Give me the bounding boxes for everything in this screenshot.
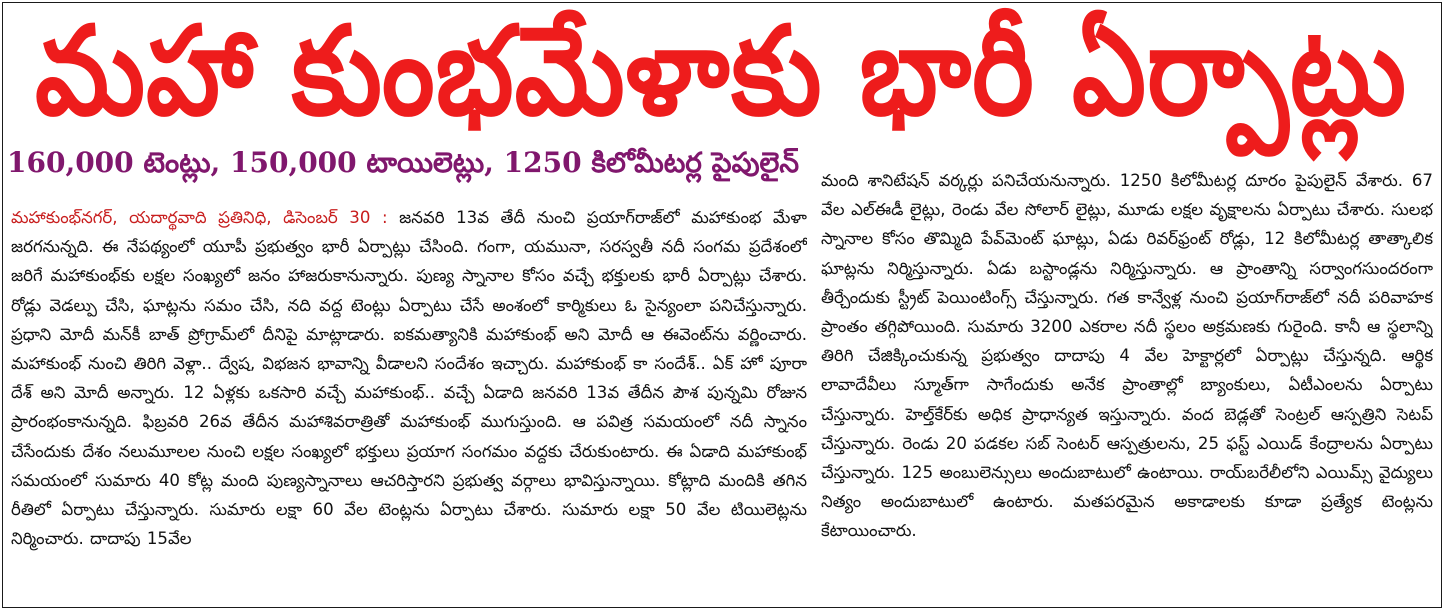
right-column-body: మంది శానిటేషన్ వర్కర్లు పనిచేయనున్నారు. 1250 కిలోమీటర్ల దూరం పైపులైన్ వేశారు. 67 వేల ఎల్‌ఈడీ లైట్లు, రెండు వేల సోలార్ లైట్లు, మూడు లక్షల వృక్షాలను ఏర్పాటు చేశారు. సులభ స్నానాల కోసం తొమ్మిది పేవ్‌మెంట్ ఘాట్లు, ఏడు రివర్‌ఫ్రంట్ రోడ్లు, 12 కిలోమీటర్ల తాత్కాలిక ఘాట్లను నిర్మిస్తున్నారు. ఏడు బస్టాండ్లను నిర్మిస్తున్నారు. ఆ ప్రాంతాన్ని సర్వాంగసుందరంగా తీర్చేందుకు స్ట్రీట్ పెయింటింగ్స్ చేస్తున్నారు. గత కాన్వేళ్ల నుంచి ప్రయాగ్‌రాజ్‌లో నదీ పరివాహక ప్రాంతం తగ్గిపోయింది. సుమారు 3200 ఎకరాల నదీ స్థలం అక్రమణకు గురైంది. కానీ ఆ స్థలాన్ని తిరిగి చేజిక్కించుకున్న ప్రభుత్వం దాదాపు 4 వేల హెక్టార్లలో ఏర్పాట్లు చేస్తున్నది. ఆర్థిక లావాదేవీలు స్మూత్‌గా సాగేందుకు అనేక ప్రాంతాల్లో బ్యాంకులు, ఏటీఎంలను ఏర్పాటు చేస్తున్నారు. హెల్త్‌కేర్‌కు అధిక ప్రాధాన్యత ఇస్తున్నారు. వంద బెడ్లతో సెంట్రల్ ఆస్పత్రిని సెటప్ చేస్తున్నారు. రెండు 20 పడకల సబ్ సెంటర్ ఆస్పత్రులను, 25 ఫస్ట్ ఎయిడ్ కేంద్రాలను ఏర్పాటు చేస్తున్నారు. 125 అంబులెన్సులు అందుబాటులో ఉంటాయి. రాయ్‌బరేలీలోని ఎయిమ్స్ వైద్యులు నిత్యం అందుబాటులో ఉంటారు. మతపరమైన అకాడాలకు కూడా ప్రత్యేక టెంట్లను కేటాయించారు. <box>821 171 1433 541</box>
subheadline: 160,000 టెంట్లు, 150,000 టాయిలెట్లు, 1250 కిలోమీటర్ల పైపులైన్ <box>7 146 800 179</box>
article-right-column <box>821 166 1433 606</box>
left-column-body: జనవరి 13వ తేదీ నుంచి ప్రయాగ్‌రాజ్‌లో మహాకుంభ మేళా జరగనున్నది. ఈ నేపథ్యంలో యూపీ ప్రభుత్వం భారీ ఏర్పాట్లు చేసింది. గంగా, యమునా, సరస్వతీ నదీ సంగమ ప్రదేశంలో జరిగే మహాకుంభ్‌కు లక్షల సంఖ్యలో జనం హాజరుకానున్నారు. పుణ్య స్నానాల కోసం వచ్చే భక్తులకు భారీ ఏర్పాట్లు చేశారు. రోడ్లు వెడల్పు చేసి, ఘాట్లను సమం చేసి, నది వద్ద టెంట్లు ఏర్పాటు చేసే అంశంలో కార్మికులు ఓ సైన్యంలా పనిచేస్తున్నారు. ప్రధాని మోదీ మన్‌కీ బాత్ ప్రోగ్రామ్‌లో దీనిపై మాట్లాడారు. ఐకమత్యానికి మహాకుంభ్ అని మోదీ ఆ ఈవెంట్‌ను వర్ణించారు. మహాకుంభ్ నుంచి తిరిగి వెళ్లా.. ద్వేష, విభజన భావాన్ని వీడాలని సందేశం ఇచ్చారు. మహాకుంభ్ కా సందేశ్.. ఏక్ హో పూరా దేశ్ అని మోదీ అన్నారు. 12 ఏళ్లకు ఒకసారి వచ్చే మహాకుంభ్.. వచ్చే ఏడాది జనవరి 13వ తేదీన పౌశ పున్నమి రోజున ప్రారంభంకానున్నది. ఫిబ్రవరి 26వ తేదీన మహాశివరాత్రితో మహాకుంభ్ ముగుస్తుంది. ఆ పవిత్ర సమయంలో నదీ స్నానం చేసేందుకు దేశం నలుమూలల నుంచి లక్షల సంఖ్యలో భక్తులు ప్రయాగ సంగమం వద్దకు చేరుకుంటారు. ఈ ఏడాది మహాకుంభ్ సమయంలో సుమారు 40 కోట్ల మంది పుణ్యస్నానాలు ఆచరిస్తారని ప్రభుత్వ వర్గాలు భావిస్తున్నాయి. కోట్లాది మందికి తగిన రీతిలో ఏర్పాటు చేస్తున్నారు. సుమారు లక్షా 60 వేల టెంట్లను ఏర్పాటు చేశారు. సుమారు లక్షా 50 వేల టియిలెట్లను నిర్మించారు. దాదాపు 15వేల <box>11 208 807 549</box>
dateline: మహాకుంభ్‌నగర్, యదార్థవాది ప్రతినిధి, డిసెంబర్ 30 : <box>11 208 400 227</box>
news-clipping <box>2 2 1442 608</box>
headline: మహా కుంభమేళాకు భారీ ఏర్పాట్లు <box>34 2 1408 143</box>
article-left-column <box>11 203 807 607</box>
